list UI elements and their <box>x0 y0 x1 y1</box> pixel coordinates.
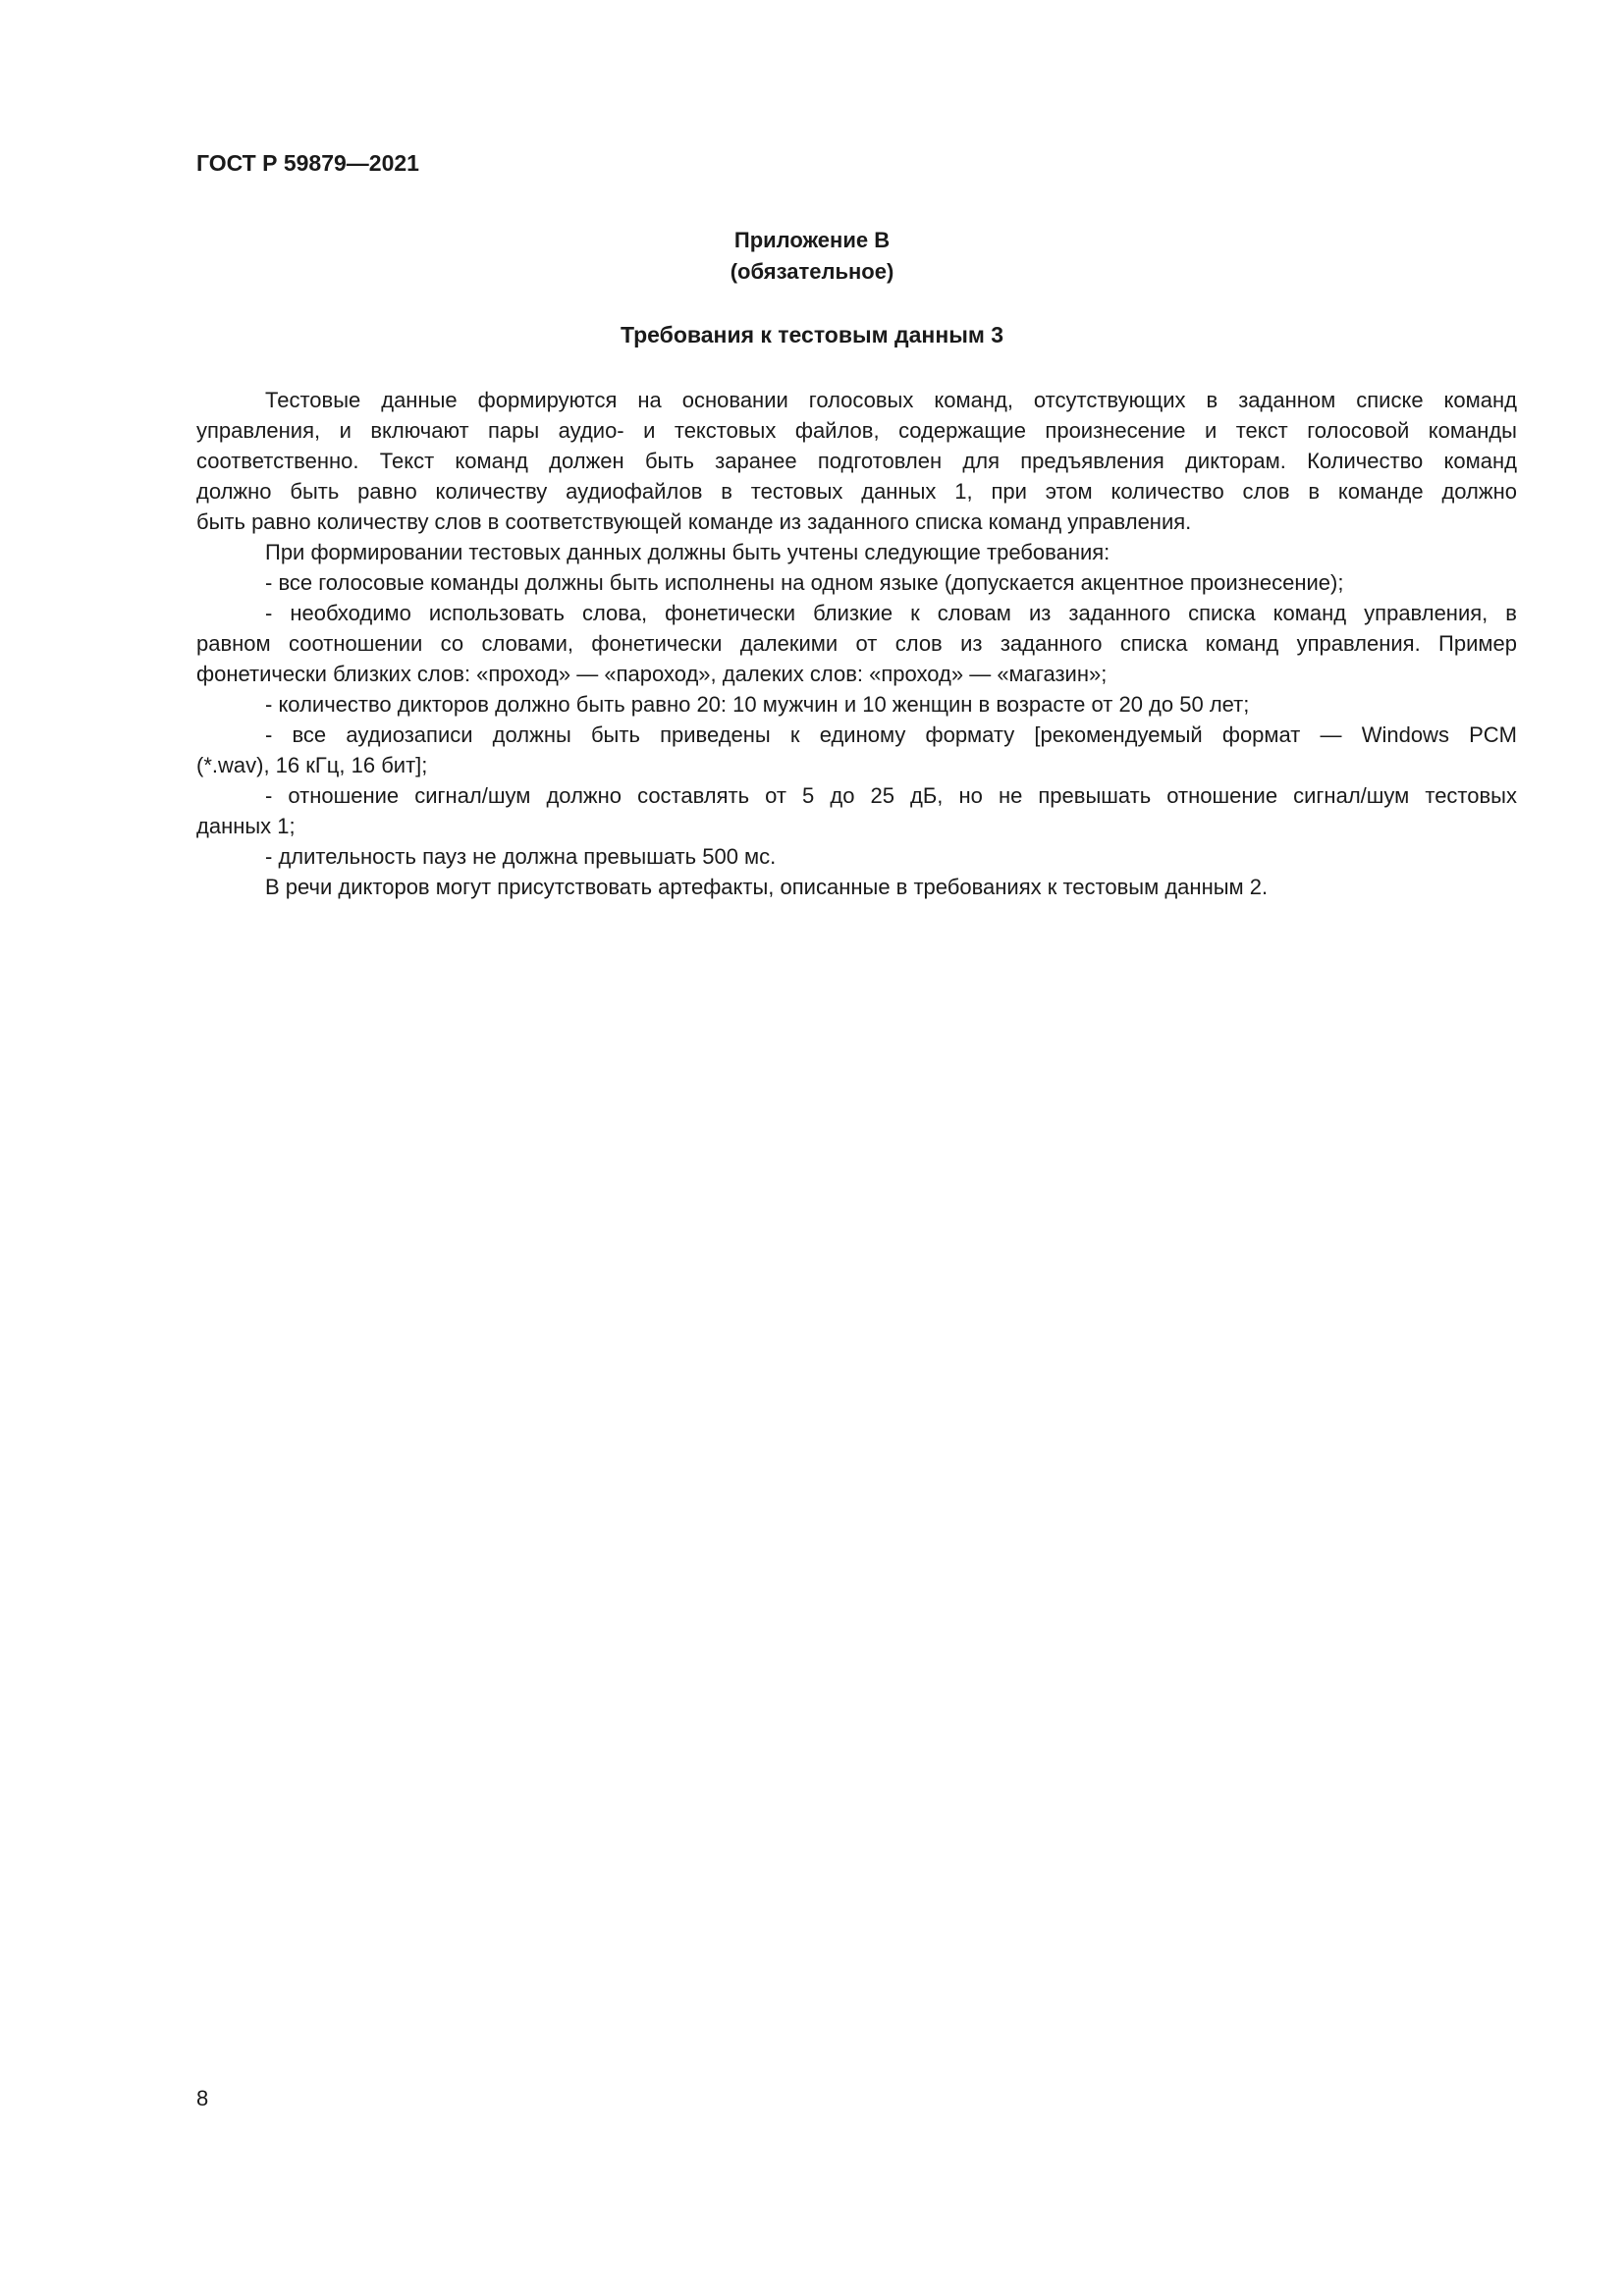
text-line: соответственно. Текст команд должен быть заранее подготовлен для предъявления дикторам. Количество команд <box>196 449 1517 473</box>
text-line: быть равно количеству слов в соответствующей команде из заданного списка команд управления. <box>196 509 1192 534</box>
text-line: равном соотношении со словами, фонетически далекими от слов из заданного списка команд управления. Пример <box>196 631 1517 656</box>
text-line: должно быть равно количеству аудиофайлов в тестовых данных 1, при этом количество слов в команде должно <box>196 479 1517 504</box>
page-number: 8 <box>196 2086 209 2110</box>
text-line: (*.wav), 16 кГц, 16 бит]; <box>196 753 428 777</box>
text-line: - количество дикторов должно быть равно 20: 10 мужчин и 10 женщин в возрасте от 20 до 50 лет; <box>265 692 1250 717</box>
text-line: При формировании тестовых данных должны быть учтены следующие требования: <box>265 540 1110 564</box>
appendix-label: Приложение В <box>733 228 891 252</box>
text-line: В речи дикторов могут присутствовать артефакты, описанные в требованиях к тестовым данным 2. <box>265 875 1269 899</box>
text-line: - все аудиозаписи должны быть приведены к единому формату [рекомендуемый формат — Windows PCM <box>265 722 1517 747</box>
text-line: - необходимо использовать слова, фонетически близкие к словам из заданного списка команд управления, в <box>265 601 1517 625</box>
body-text <box>196 385 1517 902</box>
text-line: - все голосовые команды должны быть исполнены на одном языке (допускается акцентное произнесение); <box>265 570 1344 595</box>
document-code: ГОСТ Р 59879—2021 <box>196 150 419 176</box>
text-line: данных 1; <box>196 814 296 838</box>
text-line: Тестовые данные формируются на основании голосовых команд, отсутствующих в заданном списке команд <box>265 388 1517 412</box>
appendix-status: (обязательное) <box>730 259 894 284</box>
text-line: управления, и включают пары аудио- и текстовых файлов, содержащие произнесение и текст голосовой команды <box>196 418 1517 443</box>
text-line: - длительность пауз не должна превышать 500 мс. <box>265 844 777 869</box>
section-title: Требования к тестовым данным 3 <box>620 322 1004 347</box>
text-line: - отношение сигнал/шум должно составлять от 5 до 25 дБ, но не превышать отношение сигнал/шум тестовых <box>265 783 1517 808</box>
text-line: фонетически близких слов: «проход» — «пароход», далеких слов: «проход» — «магазин»; <box>196 662 1108 686</box>
